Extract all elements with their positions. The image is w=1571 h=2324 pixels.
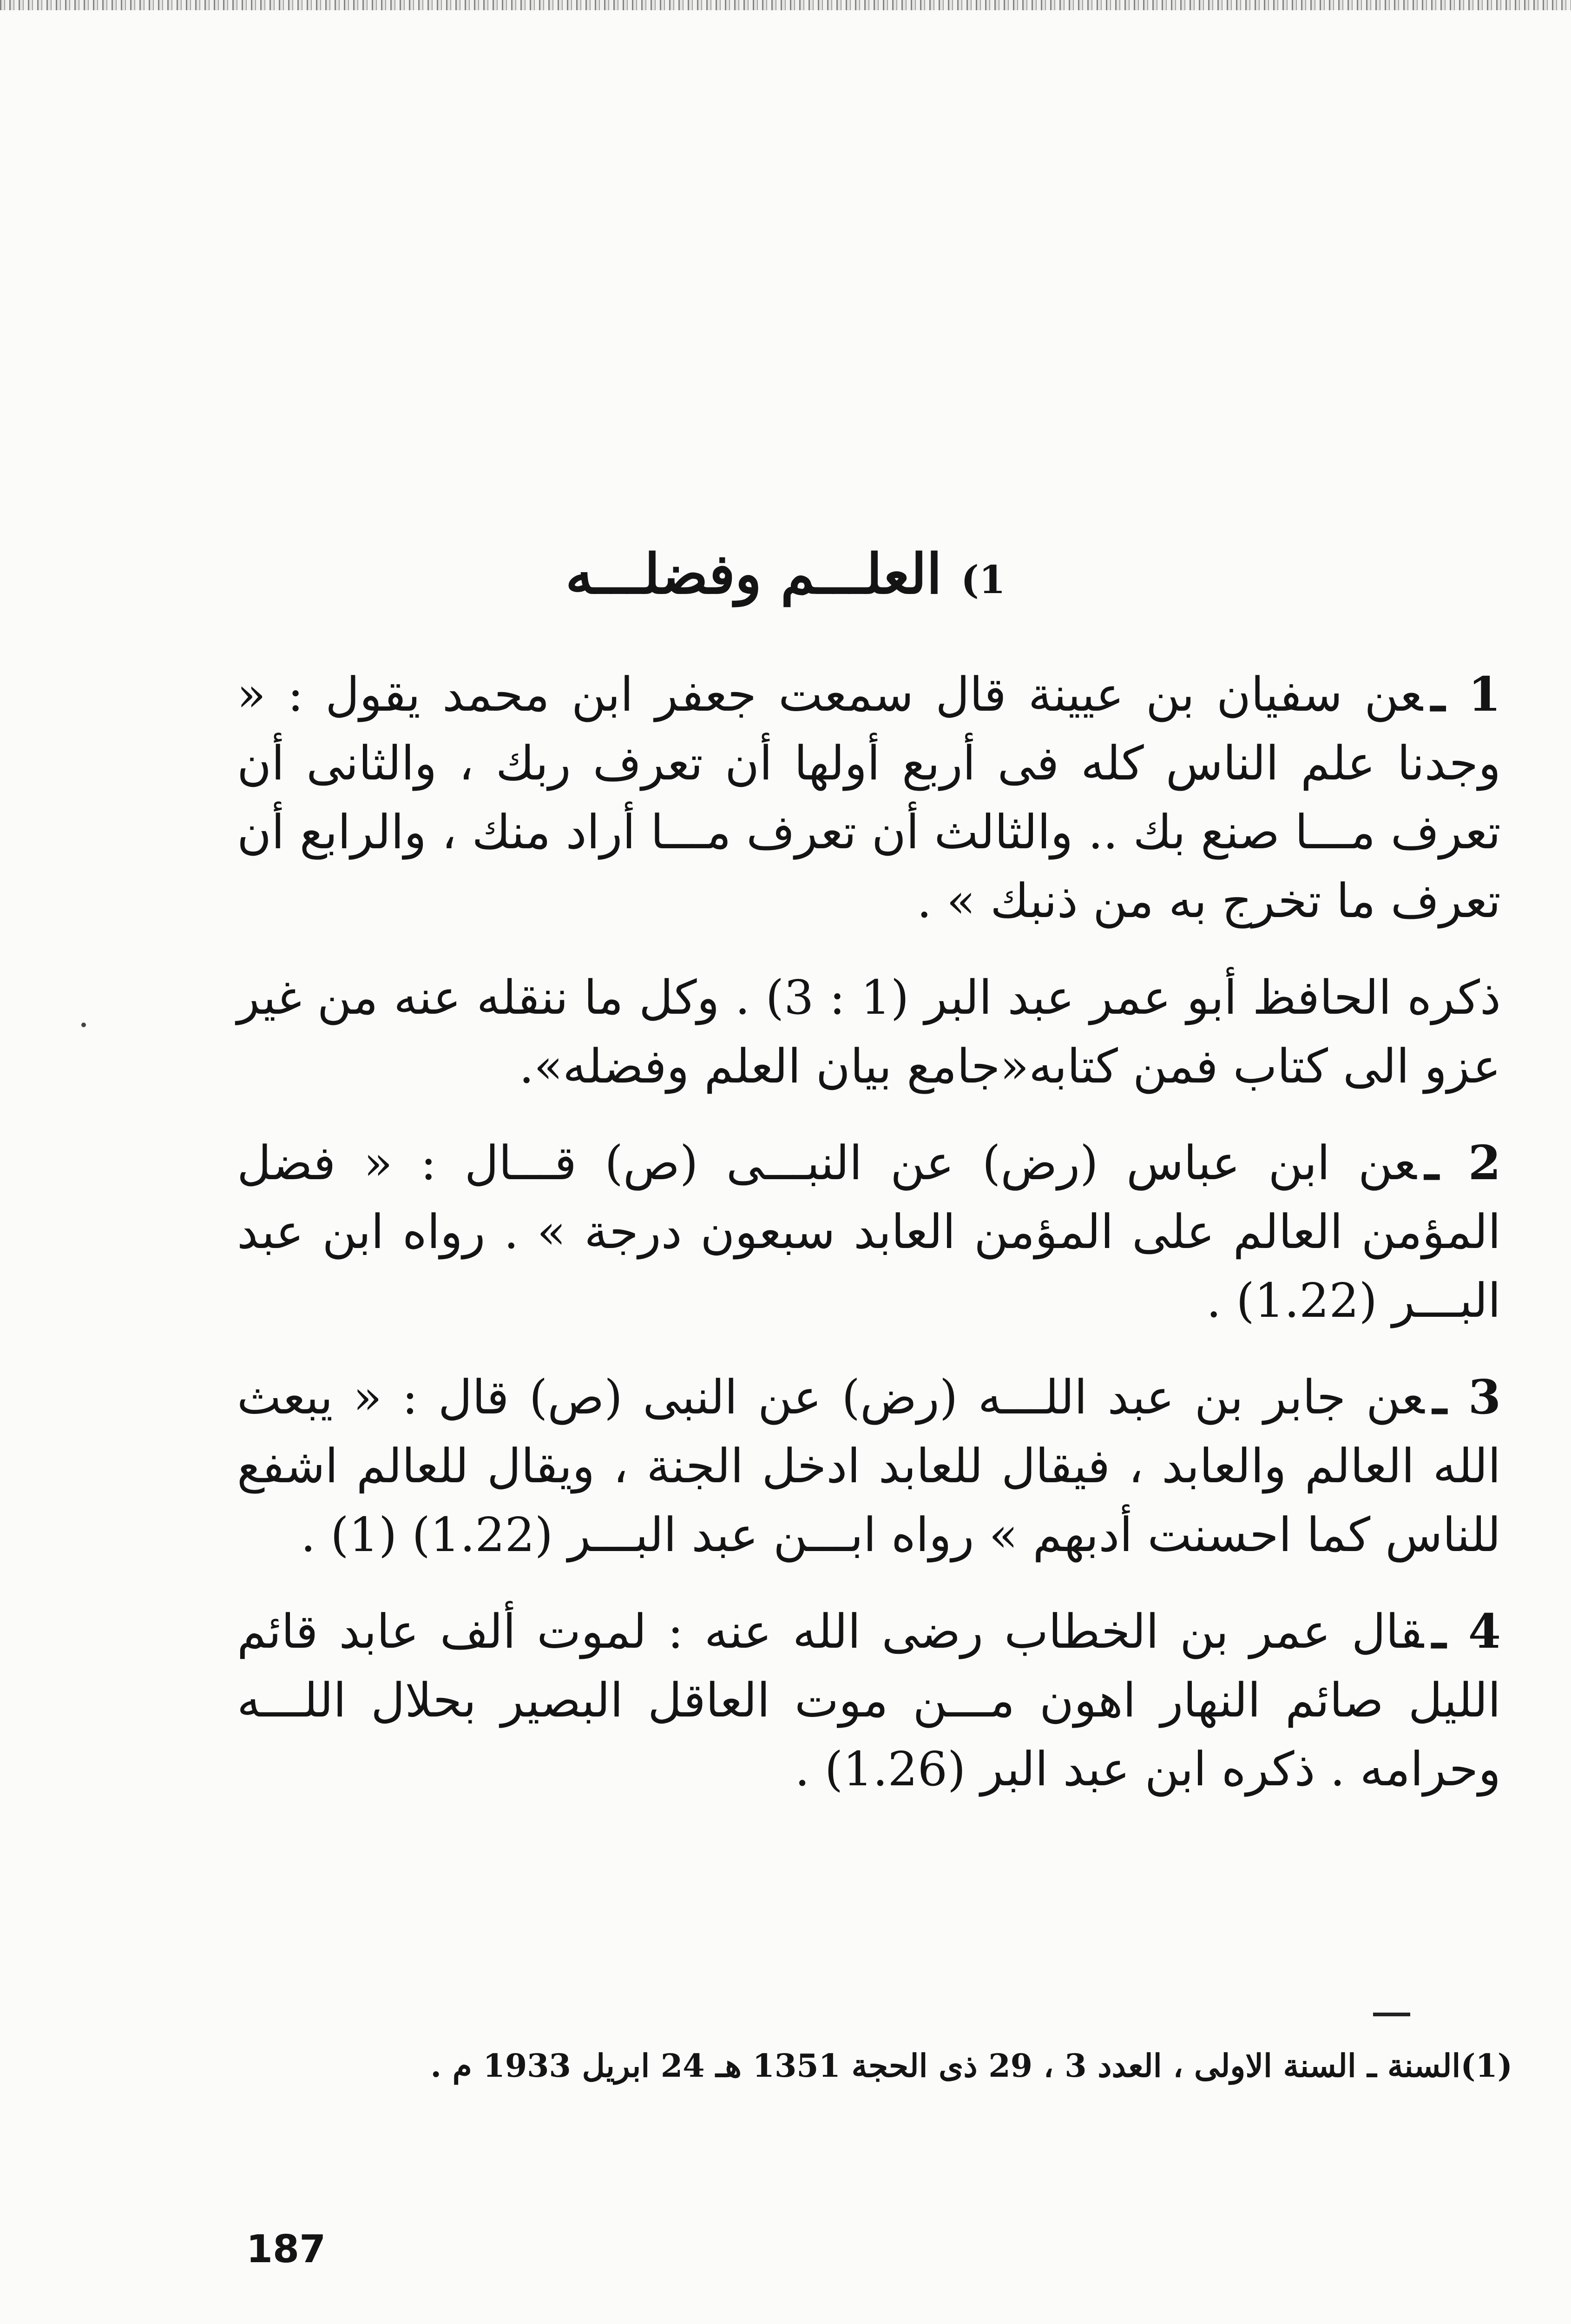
scan-speck <box>81 1023 86 1027</box>
paragraph-1 <box>237 660 1501 935</box>
paragraph-text: عن سفيان بن عيينة قال سمعت جعفر ابن محمد يقول : « وجدنا علم الناس كله فى أربع أولها أن تعرف ربك ، والثانى أن تعرف مـــا صنع بك .. والثالث أن تعرف مـــا أراد منك ، والرابع أن تعرف ما تخرج به من ذنبك » . <box>237 667 1501 928</box>
paragraph-number: 4 ـ <box>1432 1604 1501 1659</box>
paragraph-text: قال عمر بن الخطاب رضى الله عنه : لموت ألف عابد قائم الليل صائم النهار اهون مـــن موت العاقل البصير بحلال اللـــه وحرامه . ذكره ابن عبد البر (1.26) . <box>237 1604 1501 1796</box>
paragraph-number: 3 ـ <box>1433 1369 1501 1425</box>
paragraph-text: عن ابن عباس (رض) عن النبـــى (ص) قـــال : « فضل المؤمن العالم على المؤمن العابد سبعون درجة » . رواه ابن عبد البـــر (1.22) . <box>237 1136 1501 1328</box>
paragraph-source-note <box>237 963 1501 1101</box>
footnote: (1)السنة ـ السنة الاولى ، العدد 3 ، 29 ذى الحجة 1351 هـ 24 ابريل 1933 م . <box>430 2047 1512 2085</box>
paragraph-2 <box>237 1129 1501 1335</box>
scan-edge-artifact <box>0 0 1571 10</box>
title-footnote-ref: 1) <box>961 558 1006 602</box>
main-text <box>237 660 1501 1831</box>
paragraph-4 <box>237 1597 1501 1803</box>
title-text: العلـــم وفضلـــه <box>565 541 942 606</box>
paragraph-text: عن جابر بن عبد اللـــه (رض) عن النبى (ص) قال : « يبعث الله العالم والعابد ، فيقال للعابد ادخل الجنة ، ويقال للعالم اشفع للناس كما احسنت أدبهم » رواه ابـــن عبد البـــر (1.22) (1) . <box>237 1370 1501 1562</box>
page-number: 187 <box>246 2227 326 2271</box>
footnote-divider <box>1373 2013 1410 2016</box>
paragraph-3 <box>237 1363 1501 1569</box>
paragraph-number: 2 ـ <box>1425 1135 1501 1190</box>
paragraph-number: 1 ـ <box>1431 667 1501 722</box>
page-title <box>0 539 1571 609</box>
paragraph-text: ذكره الحافظ أبو عمر عبد البر (1 : 3) . وكل ما ننقله عنه من غير عزو الى كتاب فمن كتابه«جامع بيان العلم وفضله». <box>237 970 1501 1094</box>
